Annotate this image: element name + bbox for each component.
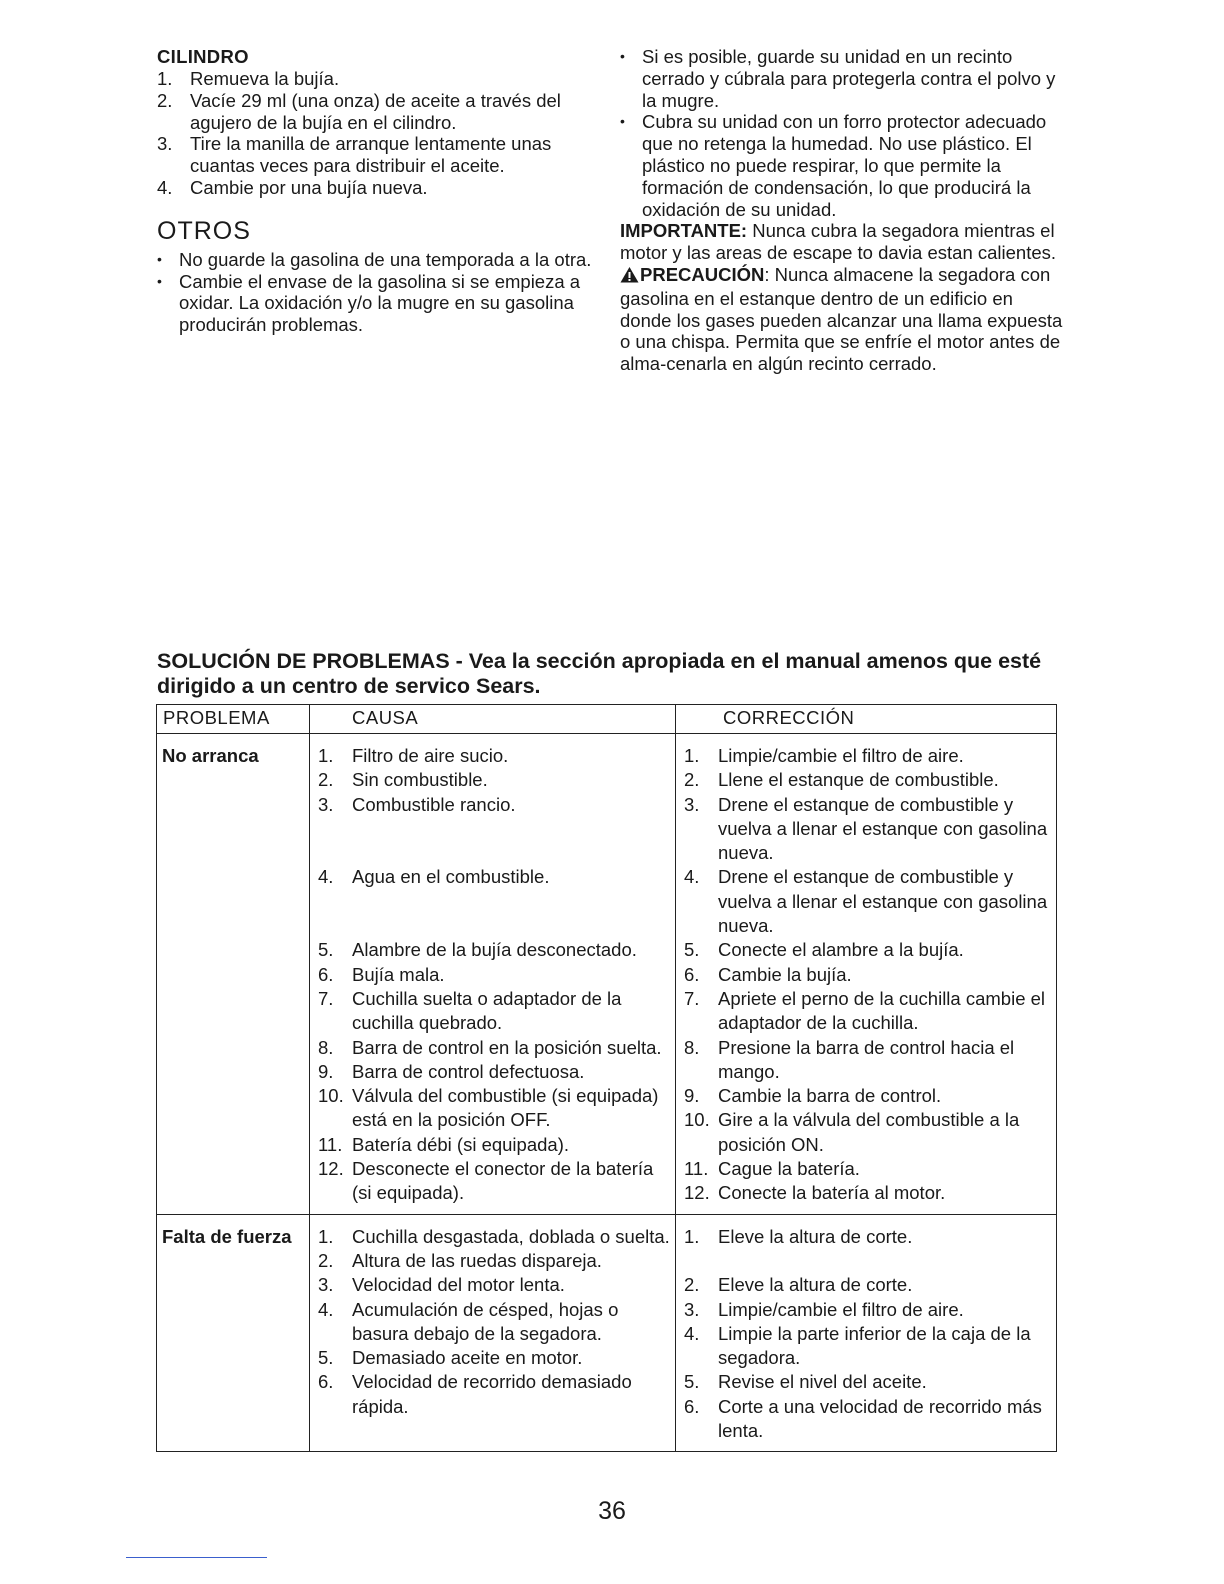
item-number: 5. — [684, 1371, 700, 1393]
problem-cell: No arranca — [157, 734, 310, 1215]
item-text: Barra de control defectuosa. — [352, 1060, 585, 1082]
troubleshooting-table — [156, 704, 1057, 1452]
list-item — [318, 793, 671, 817]
list-item — [318, 1036, 671, 1060]
list-item — [318, 744, 671, 768]
column-header-problema: PROBLEMA — [157, 705, 310, 734]
item-number: 11. — [684, 1158, 709, 1180]
item-number: 8. — [318, 1036, 334, 1058]
table-row — [157, 734, 1057, 1215]
item-number: 5. — [318, 939, 334, 961]
item-text: Desconecte el conector de la batería (si equipada). — [352, 1158, 654, 1204]
item-number: 10. — [684, 1109, 710, 1131]
item-number: 5. — [318, 1347, 334, 1369]
bullet-icon: • — [620, 48, 625, 64]
item-text: Conecte el alambre a la bujía. — [718, 939, 964, 961]
item-text: Corte a una velocidad de recorrido más lenta. — [718, 1395, 1042, 1442]
list-item — [318, 914, 671, 938]
list-item — [684, 1395, 1052, 1444]
troubleshooting-body — [157, 734, 1057, 1452]
item-number: 8. — [684, 1036, 700, 1058]
item-text: Acumulación de césped, hojas o basura debajo de la segadora. — [352, 1298, 619, 1344]
list-item: • Cubra su unidad con un forro protector adecuado que no retenga la humedad. No use plástico. El plástico no puede respirar, lo que permite la formación de condensación, lo que producirá la oxidación de su unidad. — [620, 111, 1047, 220]
correction-list — [684, 1225, 1052, 1444]
list-item — [318, 1084, 671, 1133]
list-item — [684, 793, 1052, 866]
list-item — [684, 1225, 1052, 1249]
item-number: 7. — [684, 987, 700, 1009]
item-number: 1. — [318, 1225, 334, 1247]
item-number: 4. — [684, 1322, 700, 1344]
cause-list — [318, 744, 671, 1206]
list-item — [684, 963, 1052, 987]
item-text: Limpie/cambie el filtro de aire. — [718, 1298, 964, 1320]
item-text: Demasiado aceite en motor. — [352, 1347, 583, 1369]
list-item — [318, 1249, 671, 1273]
list-item: 3. Tire la manilla de arranque lentamente unas cuantas veces para distribuir el aceite. — [157, 133, 552, 177]
list-item — [684, 744, 1052, 768]
left-column — [157, 46, 607, 336]
item-number: 1. — [684, 1225, 700, 1247]
list-item — [318, 890, 671, 914]
list-item — [318, 1157, 671, 1206]
item-number: 1. — [684, 745, 700, 766]
item-number: 2. — [684, 769, 700, 791]
item-number: 2. — [318, 769, 334, 791]
cause-cell — [310, 734, 676, 1215]
list-item — [684, 1249, 1052, 1273]
precaucion-note: PRECAUCIÓN: Nunca almacene la segadora con gasolina en el estanque dentro de un edificio en donde los gases pueden alcanzar una llama expuesta o una chispa. Permita que se enfríe el motor antes de alma-cenarla en algún recinto cerrado. — [620, 263, 1063, 375]
item-number: 9. — [318, 1060, 334, 1082]
correction-cell — [676, 734, 1057, 1215]
importante-label: IMPORTANTE: — [620, 220, 748, 242]
table-row — [157, 1214, 1057, 1452]
list-item — [318, 987, 671, 1036]
item-text: Velocidad del motor lenta. — [352, 1274, 565, 1296]
item-number: 6. — [318, 963, 334, 985]
item-number: 3. — [318, 1274, 334, 1296]
item-text: Velocidad de recorrido demasiado rápida. — [352, 1371, 632, 1417]
bullet-icon: • — [157, 272, 162, 289]
correction-list — [684, 744, 1052, 1206]
bullet-icon: • — [157, 250, 162, 267]
list-item — [318, 865, 671, 889]
item-number: 2. — [318, 1249, 334, 1271]
troubleshooting-title: SOLUCIÓN DE PROBLEMAS - Vea la sección apropiada en el manual amenos que esté dirigido a un centro de servico Sears. — [157, 649, 1042, 698]
list-item — [318, 1298, 671, 1347]
item-text: Conecte la batería al motor. — [718, 1182, 946, 1204]
cilindro-heading: CILINDRO — [157, 46, 249, 67]
footer-divider — [126, 1557, 267, 1558]
item-number: 6. — [684, 963, 700, 985]
item-number: 4. — [318, 1298, 334, 1320]
item-text: Presione la barra de control hacia el mango. — [718, 1036, 1015, 1082]
cilindro-steps — [157, 68, 607, 199]
item-text: Cague la batería. — [718, 1158, 860, 1180]
list-item — [684, 1322, 1052, 1371]
item-text: Eleve la altura de corte. — [718, 1225, 913, 1247]
item-text: Combustible rancio. — [352, 793, 516, 815]
list-item — [684, 1157, 1052, 1181]
item-number: 9. — [684, 1085, 700, 1107]
item-number: 6. — [318, 1371, 334, 1393]
table-header-row — [157, 705, 1057, 734]
item-text: Drene el estanque de combustible y vuelva a llenar el estanque con gasolina nueva. — [718, 866, 1048, 937]
otros-bullets — [157, 249, 607, 336]
list-item — [684, 1036, 1052, 1085]
item-text: Cambie la bujía. — [718, 963, 852, 985]
list-item — [684, 1108, 1052, 1157]
item-text: Gire a la válvula del combustible a la posición ON. — [718, 1109, 1020, 1155]
list-item — [318, 1370, 671, 1419]
precaucion-label: PRECAUCIÓN — [640, 263, 765, 285]
importante-note: IMPORTANTE: Nunca cubra la segadora mientras el motor y las areas de escape to davia estan calientes. — [620, 220, 1057, 264]
warning-triangle-icon — [620, 266, 639, 288]
item-text: Bujía mala. — [352, 963, 445, 985]
item-text: Llene el estanque de combustible. — [718, 769, 999, 791]
item-text: Batería débi (si equipada). — [352, 1133, 569, 1155]
item-text: Limpie/cambie el filtro de aire. — [718, 745, 964, 766]
list-item: • Si es posible, guarde su unidad en un recinto cerrado y cúbrala para protegerla contra el polvo y la mugre. — [620, 46, 1056, 111]
storage-bullets — [620, 46, 1065, 220]
correction-cell — [676, 1214, 1057, 1452]
list-item — [318, 1346, 671, 1370]
list-item — [318, 768, 671, 792]
list-item — [684, 768, 1052, 792]
list-item — [318, 963, 671, 987]
list-item — [684, 1298, 1052, 1322]
problem-cell: Falta de fuerza — [157, 1214, 310, 1452]
item-text: Barra de control en la posición suelta. — [352, 1036, 662, 1058]
item-number: 6. — [684, 1395, 700, 1417]
item-number: 7. — [318, 987, 334, 1009]
item-text: Válvula del combustible (si equipada) está en la posición OFF. — [352, 1085, 659, 1131]
item-number: 11. — [318, 1133, 343, 1155]
item-text: Alambre de la bujía desconectado. — [352, 939, 637, 961]
list-item — [318, 1273, 671, 1297]
list-item — [318, 841, 671, 865]
item-number: 4. — [318, 866, 334, 888]
list-item — [318, 1225, 671, 1249]
page-number: 36 — [598, 1497, 626, 1525]
list-item — [318, 817, 671, 841]
item-text: Cuchilla desgastada, doblada o suelta. — [352, 1225, 670, 1247]
list-item — [684, 987, 1052, 1036]
item-number: 10. — [318, 1085, 344, 1107]
item-text: Revise el nivel del aceite. — [718, 1371, 927, 1393]
list-item — [318, 938, 671, 962]
list-item — [684, 865, 1052, 938]
item-text: Apriete el perno de la cuchilla cambie el adaptador de la cuchilla. — [718, 987, 1046, 1034]
list-item — [684, 1084, 1052, 1108]
item-number: 2. — [684, 1274, 700, 1296]
item-text: Cuchilla suelta o adaptador de la cuchilla quebrado. — [352, 987, 622, 1034]
item-text: Filtro de aire sucio. — [352, 745, 509, 766]
item-text: Limpie la parte inferior de la caja de la segadora. — [718, 1322, 1031, 1369]
list-item — [684, 1370, 1052, 1394]
list-item: • No guarde la gasolina de una temporada a la otra. — [157, 248, 592, 270]
item-number: 3. — [318, 793, 334, 815]
item-number: 3. — [684, 793, 700, 815]
item-text: Eleve la altura de corte. — [718, 1274, 913, 1296]
cause-cell — [310, 1214, 676, 1452]
item-text: Cambie la barra de control. — [718, 1085, 942, 1107]
list-item — [684, 938, 1052, 962]
item-number: 1. — [318, 745, 334, 766]
list-item — [684, 1273, 1052, 1297]
list-item: 1. Remueva la bujía. — [157, 68, 340, 89]
bullet-icon: • — [620, 113, 625, 130]
otros-heading: OTROS — [157, 216, 251, 245]
column-header-correccion: CORRECCIÓN — [676, 705, 1057, 734]
list-item — [318, 1133, 671, 1157]
list-item: • Cambie el envase de la gasolina si se empieza a oxidar. La oxidación y/o la mugre en su gasolina producirán problemas. — [157, 270, 581, 336]
right-column — [620, 46, 1065, 375]
item-number: 3. — [684, 1298, 700, 1320]
column-header-causa: CAUSA — [310, 705, 676, 734]
list-item: 2. Vacíe 29 ml (una onza) de aceite a través del agujero de la bujía en el cilindro. — [157, 89, 561, 133]
item-text: Drene el estanque de combustible y vuelva a llenar el estanque con gasolina nueva. — [718, 793, 1048, 864]
item-text: Agua en el combustible. — [352, 866, 550, 888]
list-item: 4. Cambie por una bujía nueva. — [157, 176, 428, 198]
item-text: Altura de las ruedas dispareja. — [352, 1249, 602, 1271]
item-text: Sin combustible. — [352, 769, 488, 791]
list-item — [318, 1060, 671, 1084]
item-number: 12. — [318, 1158, 344, 1180]
item-number: 4. — [684, 866, 700, 888]
cause-list — [318, 1225, 671, 1419]
item-number: 5. — [684, 939, 700, 961]
item-number: 12. — [684, 1182, 710, 1204]
list-item — [684, 1181, 1052, 1205]
